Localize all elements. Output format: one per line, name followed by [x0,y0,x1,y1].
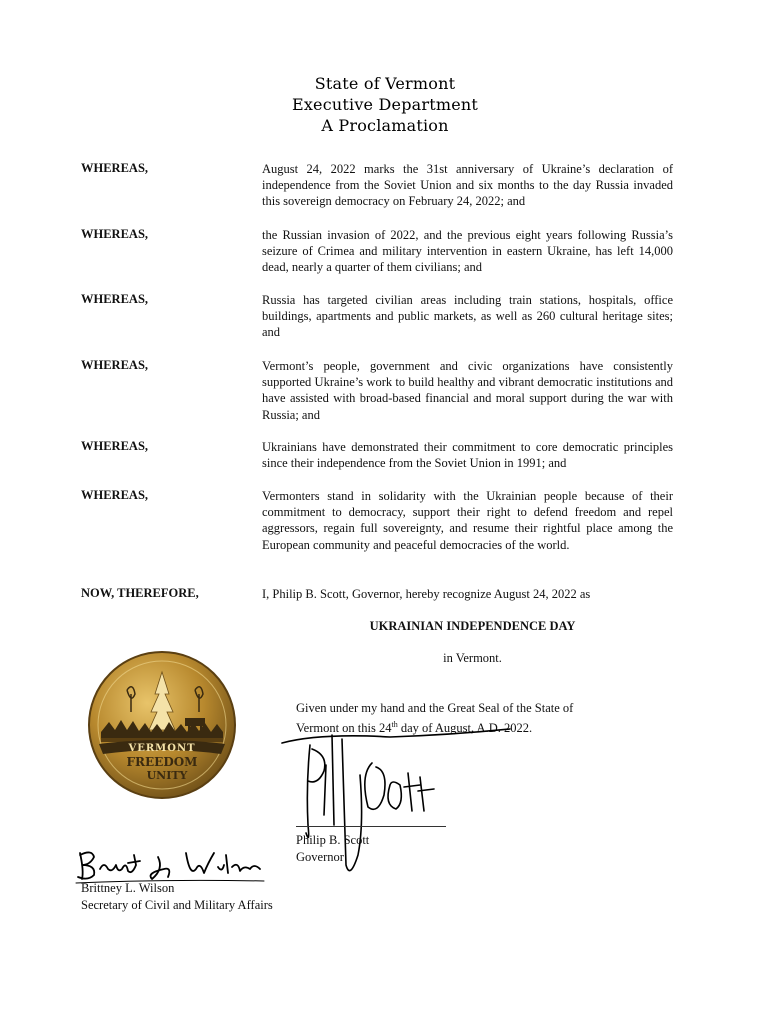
clause-label: WHEREAS, [81,358,149,372]
therefore-label: NOW, THEREFORE, [81,586,199,600]
day-title: UKRAINIAN INDEPENDENCE DAY [369,619,576,633]
given-line2-pre: Vermont on this 24 [296,720,392,735]
clause-text: Ukrainians have demonstrated their commitment to core democratic principles since their independence from the Soviet Union in 1991; and [262,440,673,471]
seal-top-text: VERMONT [128,743,196,754]
governor-name: Philip B. Scott [296,833,370,847]
clause-text: Vermont’s people, government and civic organizations have consistently supported Ukraine’s work to build healthy and vibrant democratic institutions and have assisted with broad-based financial and moral support during the war with Russia; and [262,359,673,422]
great-seal-icon [87,650,237,800]
seal-line2: UNITY [146,769,188,782]
clause-label: WHEREAS, [81,439,149,453]
secretary-signature-icon [68,843,268,885]
given-ordinal: th [391,719,398,729]
given-line1: Given under my hand and the Great Seal of the State of [296,701,574,715]
clause-text: August 24, 2022 marks the 31st anniversary of Ukraine’s declaration of independence from the Soviet Union and six months to the day Russia invaded this sovereign democracy on February 24, 2022; and [262,162,673,209]
clause-label: WHEREAS, [81,488,149,502]
clause-text: Vermonters stand in solidarity with the Ukrainian people because of their commitment to democracy, support their right to defend freedom and repel aggressors, regain full sovereignty, and resume their rightful place among the European community and peaceful democracies of the world. [262,489,673,552]
header-department: Executive Department [291,95,479,114]
therefore-text: I, Philip B. Scott, Governor, hereby recognize August 24, 2022 as [262,587,591,601]
proclamation-header [0,73,770,136]
header-proclamation: A Proclamation [321,116,449,135]
governor-signature-line [296,826,446,827]
in-vermont: in Vermont. [443,651,502,665]
seal-line1: FREEDOM [126,755,198,769]
clause-label: WHEREAS, [81,227,149,241]
clause-label: WHEREAS, [81,292,149,306]
secretary-block [81,880,273,913]
governor-block [296,832,369,865]
secretary-title: Secretary of Civil and Military Affairs [81,897,273,912]
clause-label: WHEREAS, [81,161,149,175]
governor-title: Governor [296,849,344,864]
header-state: State of Vermont [314,74,456,93]
clause-text: Russia has targeted civilian areas including train stations, hospitals, office buildings, apartments and public markets, as well as 260 cultural heritage sites; and [262,293,673,340]
clause-text: the Russian invasion of 2022, and the previous eight years following Russia’s seizure of Crimea and military intervention in eastern Ukraine, has left 14,000 dead, nearly a quarter of them civilians; and [262,228,673,275]
secretary-name: Brittney L. Wilson [81,881,175,895]
given-line2-post: day of August, A.D. 2022. [397,720,533,735]
